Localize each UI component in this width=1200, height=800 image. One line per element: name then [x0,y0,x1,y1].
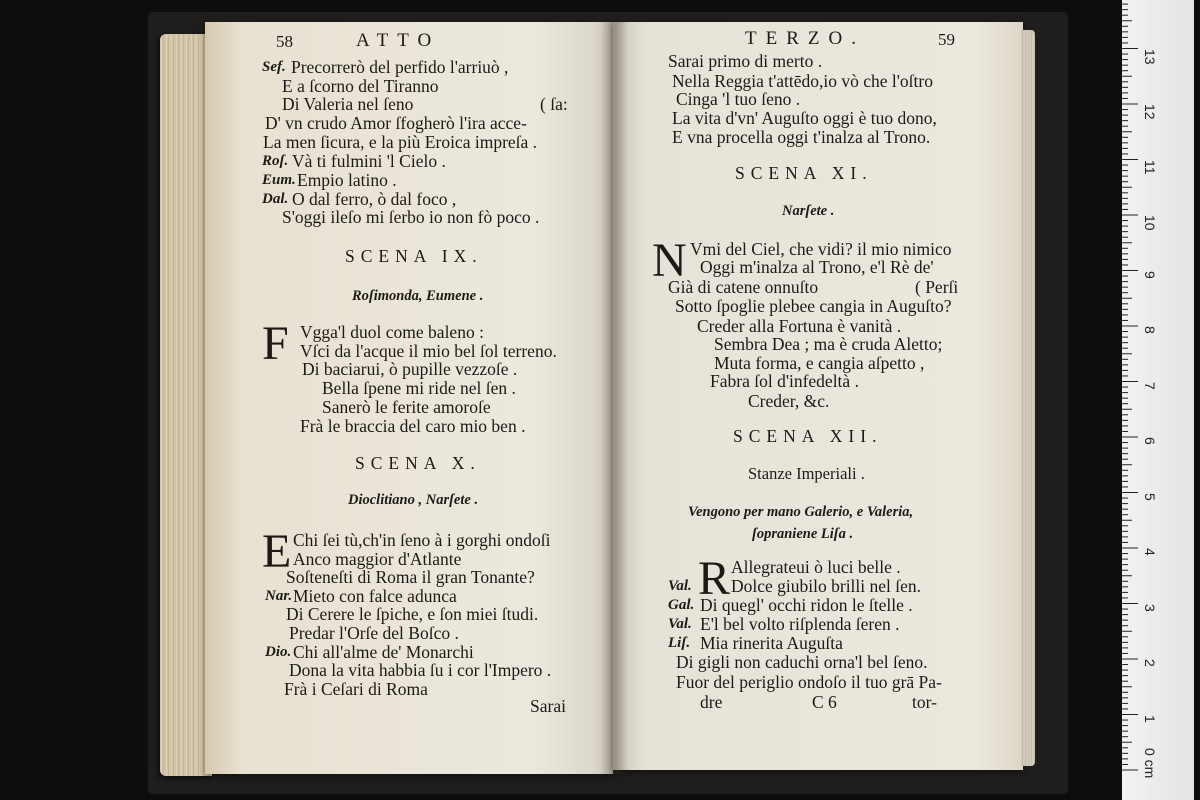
verse-line: Vmi del Ciel, che vidi? il mio nimico [690,239,952,259]
verse-line: E vna procella oggi t'inalza al Trono. [672,127,931,147]
scene-characters: Narſete . [782,203,835,219]
verse-line: S'oggi ileſo mi ſerbo io non fò poco . [282,207,540,227]
speaker-label: Sef. [262,59,286,75]
catchword: tor- [912,692,937,712]
scene-heading: SCENA XI. [735,163,873,183]
verse-line: Precorrerò del perfido l'arriuò , [291,57,509,77]
ruler-label: 4 [1142,548,1158,556]
speaker-label: Nar. [265,588,293,604]
verse-line: Dolce giubilo brilli nel ſen. [731,576,922,596]
verse-line: dre [700,692,723,712]
verse-line: O dal ferro, ò dal foco , [292,189,457,209]
verse-line: Bella ſpene mi ride nel ſen . [322,378,516,398]
ruler-label: 13 [1142,48,1158,65]
speaker-label: Val. [668,616,692,632]
drop-cap: N [652,234,687,287]
drop-cap: R [698,552,731,605]
verse-line: Creder alla Fortuna è vanità . [697,316,902,336]
stage-direction: Vengono per mano Galerio, e Valeria, [688,504,914,520]
signature-mark: C 6 [812,692,837,712]
verse-line: Frà i Ceſari di Roma [284,679,428,699]
verse-line: Creder, &c. [748,391,830,411]
speaker-label: Val. [668,578,692,594]
verse-line: Allegrateui ò luci belle . [731,557,901,577]
verse-line: Di Valeria nel ſeno [282,94,414,114]
ruler-label: 5 [1142,492,1158,501]
page-number: 58 [276,32,293,51]
verse-line: Vſci da l'acque il mio bel ſol terreno. [300,341,557,361]
verse-line: Và ti fulmini 'l Cielo . [292,151,446,171]
verse-aside: ( ſa: [540,94,568,114]
ruler-label: 10 [1142,215,1158,231]
verse-line: Mia rinerita Auguſta [700,633,843,653]
running-head: ATTO [356,30,441,51]
scene-characters: Roſimonda, Eumene . [352,288,484,304]
verse-line: La men ſicura, e la più Eroica impreſa . [263,132,538,152]
verse-line: Predar l'Orſe del Boſco . [289,623,459,643]
verse-line: Sotto ſpoglie plebee cangia in Auguſto? [675,296,952,316]
verse-line: Chi all'alme de' Monarchi [293,642,474,662]
speaker-label: Dal. [262,191,289,207]
ruler-ticks [1122,0,1194,800]
speaker-label: Gal. [668,597,695,613]
verse-line: La vita d'vn' Auguſto oggi è tuo dono, [672,108,937,128]
verse-line: E a ſcorno del Tiranno [282,76,439,96]
verse-line: Anco maggior d'Atlante [293,549,462,569]
ruler-label: 2 [1142,659,1158,667]
verse-line: E'l bel volto riſplenda ſeren . [700,614,900,634]
verse-line: Muta forma, e cangia aſpetto , [714,353,925,373]
verse-line: Frà le braccia del caro mio ben . [300,416,526,436]
scene-characters: Dioclitiano , Narſete . [348,492,479,508]
catchword: Sarai [530,696,566,716]
verse-line: Fuor del periglio ondoſo il tuo grā Pa- [676,672,942,692]
verse-line: Di gigli non caduchi orna'l bel ſeno. [676,652,928,672]
verse-aside: ( Perſi [915,277,959,297]
verse-line: Di Cerere le ſpiche, e ſon miei ſtudi. [286,604,539,624]
page-number: 59 [938,30,955,49]
scene-heading: SCENA XII. [733,426,883,446]
verse-line: Chi ſei tù,ch'in ſeno à i gorghi ondoſi [293,530,551,550]
verse-line: Nella Reggia t'attēdo,io vò che l'oſtro [672,71,933,91]
drop-cap: F [262,317,289,370]
speaker-label: Dio. [265,644,292,660]
ruler-label: 1 [1142,714,1158,723]
scene-heading: SCENA IX. [345,246,483,266]
verse-line: Di quegl' occhi ridon le ſtelle . [700,595,913,615]
book-gutter [600,22,628,774]
ruler-label: 3 [1142,603,1158,612]
drop-cap: E [262,525,292,578]
verse-line: Sembra Dea ; ma è cruda Aletto; [714,334,943,354]
verse-line: Oggi m'inalza al Trono, e'l Rè de' [700,257,934,277]
ruler-label: 7 [1142,381,1158,390]
ruler-label: 11 [1142,159,1158,175]
verse-line: Sanerò le ferite amoroſe [322,397,491,417]
verse-line: Mieto con falce adunca [293,586,457,606]
scene-setting: Stanze Imperiali . [748,464,865,483]
verse-line: Vgga'l duol come baleno : [300,322,484,342]
measuring-ruler [1122,0,1194,800]
verse-line: Di baciarui, ò pupille vezzoſe . [302,359,518,379]
ruler-label: 6 [1142,437,1158,445]
page-edges-right [1021,30,1035,766]
ruler-label: 8 [1142,326,1158,334]
verse-line: Soſteneſti di Roma il gran Tonante? [286,567,535,587]
speaker-label: Eum. [262,172,296,188]
verse-line: Cinga 'l tuo ſeno . [676,89,801,109]
verse-line: Sarai primo di merto . [668,51,823,71]
ruler-label: 0 cm [1142,748,1158,779]
verse-line: Dona la vita habbia ſu i cor l'Impero . [289,660,552,680]
verse-line: Empio latino . [297,170,397,190]
stage-direction: ſopraniene Liſa . [752,526,854,542]
speaker-label: Roſ. [262,153,289,169]
speaker-label: Liſ. [668,635,691,651]
running-head: TERZO. [745,28,865,49]
ruler-label: 12 [1142,104,1158,120]
scene-heading: SCENA X. [355,453,481,473]
verse-line: Fabra ſol d'infedeltà . [710,371,859,391]
ruler-label: 9 [1142,270,1158,279]
verse-line: Già di catene onnuſto [668,277,819,297]
verse-line: D' vn crudo Amor ſfogherò l'ira acce- [265,113,527,133]
